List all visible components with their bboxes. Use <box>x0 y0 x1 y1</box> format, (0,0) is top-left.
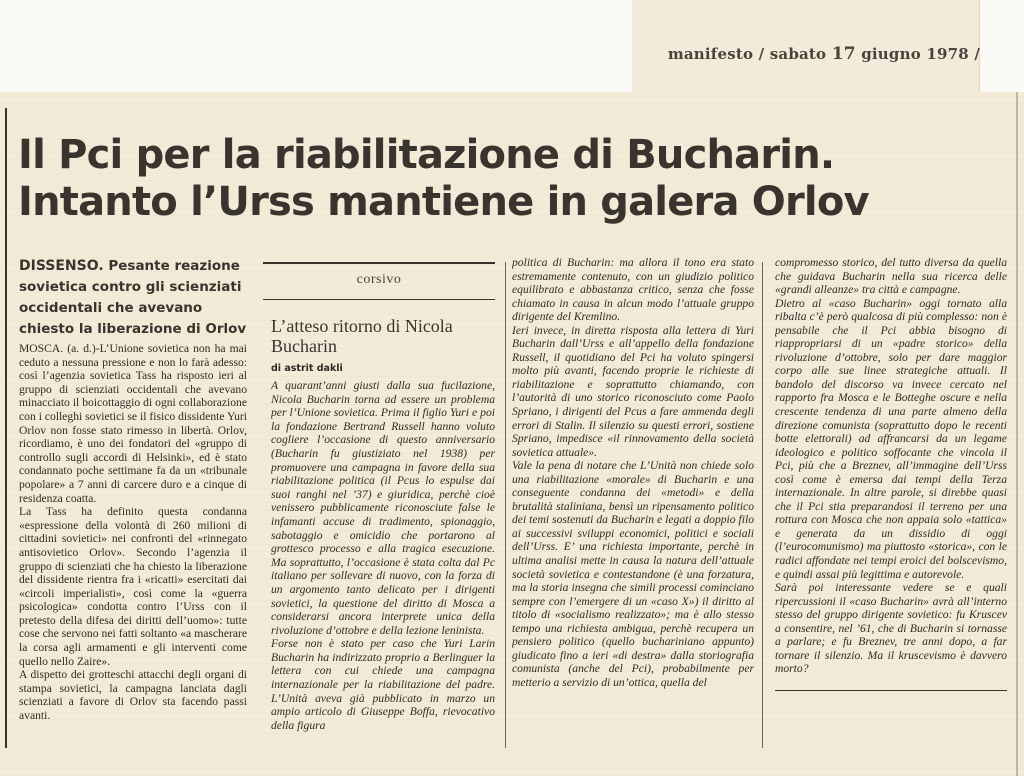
left-border-rule <box>5 108 7 748</box>
lead-kicker: DISSENSO. <box>19 258 104 274</box>
corsivo-paragraph: Ieri invece, in diretta risposta alla lettera di Yuri Bucharin dall’Urss e all’appello della fondazione Russell, il quotidiano del Pci ha voluto spingersi molto più avanti, facendo proprie le richieste di riabilitazione e soprattutto chiamando, con l’autorità di uno storico riconosciuto come Paolo Spriano, i dirigenti del Pcus a fare ammenda degli errori di Stalin. Il silenzio su questi errori, sostiene Spriano, impedisce «il rinnovamento della società sovietica attuale». <box>512 323 754 459</box>
corsivo-top-rule <box>263 262 495 264</box>
corsivo-final-column <box>775 256 1007 752</box>
masthead-separator: / <box>758 45 765 63</box>
column-divider <box>505 262 506 748</box>
corsivo-byline: di astrit dakli <box>271 363 343 374</box>
corsivo-paragraph: A quarant’anni giusti dalla sua fucilazione, Nicola Bucharin torna ad essere un problema per l’Unione sovietica. Prima il figlio Yuri e poi la fondazione Bertrand Russell hanno voluto cogliere l’occasione di questo anniversario (Bucharin fu giustiziato nel 1938) per promuovere una campagna in favore della sua riabilitazione politica (il Pcus lo espulse dai suoi ranghi nel ’37) e giuridica, perchè cioè venissero pubblicamente riconosciute false le infamanti accuse di tradimento, spionaggio, sabotaggio e omicidio che portarono al grottesco processo e alla tragica esecuzione. Ma soprattutto, l’occasione è stata colta dal Pc italiano per sollevare di nuovo, con la forza di un argomento tanto delicato per i dirigenti sovietici, la questione del diritto di Mosca a considerarsi ancora interprete unica della rivoluzione d’ottobre e della lezione leninista. <box>271 379 495 637</box>
corsivo-paragraph: Forse non è stato per caso che Yuri Larin Bucharin ha indirizzato proprio a Berlinguer la lettera con cui chiede una campagna internazionale per la riabilitazione del padre. L’Unità aveva già pubblicato in marzo un ampio articolo di Giuseppe Boffa, rievocativo della figura <box>271 637 495 732</box>
main-headline <box>18 132 1018 226</box>
headline-line-2: Intanto l’Urss mantiene in galera Orlov <box>18 179 869 225</box>
lead-paragraph: La Tass ha definito questa condanna «espressione della volontà di 260 milioni di cittadini sovietici» nei confronti del «rinnegato antisovietico Orlov». Secondo l’agenzia il gruppo di scienziati che ha chiesto la liberazione del dissidente rientra fra i «ricatti» esercitati dai «circoli imperialisti», così come la «guerra psicologica» condotta contro l’Urss con il pretesto della difesa dei diritti dell’uomo»: tutte cose che servono nei fatti soltanto «a mascherare la corsa agli armamenti e gli interventi come quello nello Zaire». <box>19 505 247 668</box>
lead-paragraph: MOSCA. (a. d.)-L’Unione sovietica non ha mai ceduto a nessuna pressione e non lo farà adesso: così l’agenzia sovietica Tass ha risposto ieri al gruppo di scienziati occidentali che avevano minacciato il boicottaggio di ogni collaborazione con i colleghi sovietici se il fisico dissidente Yuri Orlov non fosse stato rimesso in libertà. Orlov, ricordiamo, è uno dei fondatori del «gruppo di controllo sugli accordi di Helsinki», ed è stato condannato poche settimane fa da un «tribunale popolare» a 7 anni di carcere duro e a cinque di residenza coatta. <box>19 342 247 505</box>
corsivo-paragraph: Dietro al «caso Bucharin» oggi tornato alla ribalta c’è però qualcosa di più complesso: non è pensabile che il Pci abbia bisogno di riappropriarsi di un «padre storico» della rivoluzione d’ottobre, solo per dare maggior corpo alle sue linee strategiche attuali. Il bandolo del discorso va invece cercato nel rapporto fra Mosca e le Botteghe oscure e nella crescente tendenza di una parte almeno della direzione comunista (soprattutto dopo le recenti botte elettorali) ad affrancarsi da un legame ideologico e politico soffocante che vincola il Pci, più che a Breznev, all’immagine dell’Urss così come è emersa dai tempi della Terza internazionale. In altre parole, si direbbe quasi che il Pci stia preparandosi il terreno per una rottura con Mosca che non appaia solo «tattica» e generata da un dissidio di oggi (l’eurocomunismo) ma piuttosto «storica», con le radici affondate nei tempi eroici del bolscevismo, e quindi assai più legittima e autorevole. <box>775 296 1007 581</box>
newspaper-name: manifesto <box>667 45 754 63</box>
corsivo-label: corsivo <box>356 272 402 287</box>
corsivo-paragraph: politica di Bucharin: ma allora il tono era stato estremamente contenuto, con un giudizio politico equilibrato e abbastanza critico, senza che fosse chiamato in causa in alcun modo l’attuale gruppo dirigente del Kremlino. <box>512 256 754 324</box>
masthead-day: sabato <box>769 45 827 63</box>
column-divider <box>762 262 763 748</box>
lead-paragraph: A dispetto dei grotteschi attacchi degli organi di stampa sovietici, la campagna lanciata dagli scienziati a favore di Orlov sta facendo passi avanti. <box>19 668 247 723</box>
corsivo-continuation-column <box>512 256 754 752</box>
lead-subhead-text: Pesante reazione sovietica contro gli scienziati occidentali che avevano chiesto la liberazione di Orlov <box>19 258 247 337</box>
lead-article-subhead <box>19 256 247 340</box>
masthead <box>668 44 980 64</box>
corsivo-paragraph: compromesso storico, del tutto diversa da quella che guidava Bucharin nella sua ricerca delle «grandi alleanze» tra città e campagne. <box>775 256 1007 297</box>
article-end-rule <box>775 690 1007 691</box>
corsivo-title: L’atteso ritorno di Nicola Bucharin <box>271 316 453 356</box>
masthead-month-year: giugno 1978 <box>861 45 969 63</box>
corsivo-paragraph: Sarà poi interessante vedere se e quali ripercussioni il «caso Bucharin» avrà all’interno stesso del gruppo dirigente sovietico: fu Kruscev a consentire, nel ’61, che di Bucharin si tornasse a parlare; e fu Breznev, tre anni dopo, a far tornare il silenzio. Ma il kruscevismo è davvero morto? <box>775 581 1007 676</box>
masthead-separator-end: / <box>974 45 980 63</box>
masthead-date-number: 17 <box>831 44 856 64</box>
headline-line-1: Il Pci per la riabilitazione di Bucharin. <box>18 132 835 178</box>
lead-article-column <box>19 256 247 748</box>
lead-article-body <box>19 342 247 723</box>
corsivo-column <box>271 316 495 748</box>
corsivo-paragraph: Vale la pena di notare che L’Unità non chiede solo una riabilitazione «morale» di Bucharin e una conseguente condanna dei «metodi» e della brutalità staliniana, bensì un ripensamento politico dei temi sostenuti da Bucharin e legati a doppio filo ai successivi sviluppi economici, politici e sociali dell’Urss. E’ una richiesta importante, perchè in ultima analisi mette in causa la natura dell’attuale società sovietica e contestandone (è una forzatura, ma la storia insegna che simili processi cominciano sempre con l’emergere di un «caso X») il diritto al titolo di «socialismo realizzato»; ma è allo stesso tempo una richiesta ambigua, perchè recupera un pensiero politico (quello buchariniano appunto) giudicato fino a ieri «di destra» dalla storiografia comunista (anche del Pci), probabilmente per metterio a servizio di un’ottica, quella del <box>512 459 754 689</box>
corsivo-label-rule <box>263 299 495 300</box>
corsivo-body <box>271 379 495 732</box>
